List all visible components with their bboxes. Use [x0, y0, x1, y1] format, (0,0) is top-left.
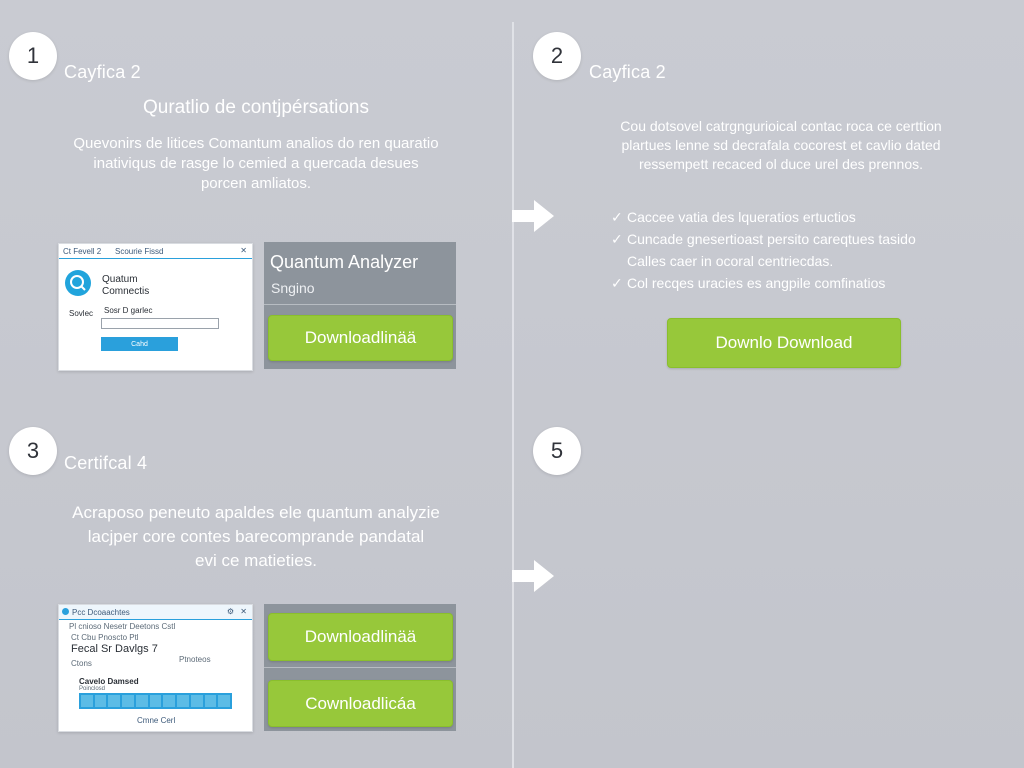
- step-3-paragraph-line: evi ce matieties.: [195, 551, 317, 570]
- gear-icon[interactable]: ⚙: [226, 607, 234, 616]
- step-2-paragraph-line: ressempett recaced ol duce urel des prennos.: [638, 156, 924, 172]
- download-button[interactable]: Downlo Download: [667, 318, 901, 368]
- window-title: Ct Fevell 2: [63, 247, 102, 256]
- checklist-item: [611, 206, 1001, 228]
- app-icon: [62, 608, 69, 615]
- step-1-paragraph-line: Quevonirs de litices Comantum analios do ren quaratio: [73, 135, 439, 152]
- step-2-paragraph-line: plartues lenne sd decrafala cocorest et cavlio dated: [621, 137, 941, 153]
- field-label: Sosr D garlec: [104, 306, 153, 315]
- column-divider: [512, 22, 514, 768]
- search-icon: [65, 270, 91, 296]
- checklist-text: Col recqes uracies es angpile comfinatios: [627, 275, 886, 291]
- step-1-app-window[interactable]: [58, 243, 253, 371]
- check-icon: ✓: [611, 231, 623, 247]
- close-icon[interactable]: ✕: [240, 607, 247, 616]
- step-3-paragraph: [36, 501, 476, 573]
- panel-divider: [264, 304, 456, 305]
- panel-divider: [264, 667, 456, 668]
- step-1-paragraph: [36, 134, 476, 194]
- step-1-paragraph-line: inativiqus de rasge lo cemied a quercada desues: [93, 155, 419, 172]
- arrow-right-icon: [512, 196, 556, 236]
- close-icon[interactable]: ✕: [240, 246, 247, 255]
- download-button-secondary[interactable]: Cownloadlicáa: [268, 680, 453, 727]
- step-3-badge: 3: [9, 427, 57, 475]
- product-title: Quantum Analyzer: [270, 252, 419, 272]
- window-line: Ct Cbu Pnoscto Ptl: [71, 633, 139, 642]
- check-icon: ✓: [611, 275, 623, 291]
- step-1-paragraph-line: porcen amliatos.: [200, 175, 312, 192]
- step-3-paragraph-line: lacjper core contes barecomprande pandatal: [87, 527, 425, 546]
- checklist-item: [611, 272, 1001, 294]
- feature-checklist: [611, 206, 1001, 294]
- step-1-badge: 1: [9, 32, 57, 80]
- arrow-right-icon: [512, 556, 556, 596]
- step-3-title: Certifcal 4: [64, 453, 148, 473]
- checklist-text: Cuncade gnesertioast persito careqtues tasido: [627, 231, 916, 247]
- window-line: Pl cnioso Nesetr Deetons Cstl: [69, 622, 176, 631]
- checklist-text: Calles caer in ocoral centriecdas.: [627, 253, 834, 269]
- step-3-paragraph-line: Acraposo peneuto apaldes ele quantum analyzie: [72, 503, 440, 522]
- progress-bar: [79, 693, 232, 709]
- step-1-heading: Quratlio de contjpérsations: [142, 97, 369, 118]
- window-line: Ctons: [71, 659, 92, 668]
- window-heading-right: Ptnoteos: [179, 655, 211, 664]
- step-5-badge: 5: [533, 427, 581, 475]
- progress-sublabel: Poinclosd: [79, 686, 106, 692]
- window-heading: Fecal Sr Davlgs 7: [71, 643, 158, 655]
- download-button[interactable]: Downloadlinää: [268, 315, 453, 361]
- app-name-line-2: Comnectis: [102, 286, 150, 297]
- progress-label: Cavelo Damsed: [79, 677, 139, 686]
- product-subtitle: Sngino: [271, 280, 315, 296]
- download-button[interactable]: Downloadlinää: [268, 613, 453, 661]
- checklist-text: Caccee vatia des lqueratios ertuctios: [627, 209, 856, 225]
- side-label: Sovlec: [69, 309, 94, 318]
- text-input[interactable]: [101, 318, 219, 329]
- action-button[interactable]: Cahd: [101, 337, 178, 351]
- check-icon: ✓: [611, 209, 623, 225]
- step-2-paragraph-line: Cou dotsovel catrgngurioical contac roca ce certtion: [620, 118, 942, 134]
- step-2-title: Cayfica 2: [589, 62, 666, 82]
- step-3-app-window[interactable]: [58, 604, 253, 732]
- checklist-item: [611, 228, 1001, 250]
- cancel-link[interactable]: Cmne Cerl: [137, 716, 176, 725]
- window-title-right: Scourie Fissd: [115, 247, 164, 256]
- step-2-badge: 2: [533, 32, 581, 80]
- step-2-paragraph: [566, 117, 996, 174]
- window-title: Pcc Dcoaachtes: [72, 608, 130, 617]
- checklist-item: [611, 250, 1001, 272]
- step-1-title: Cayfica 2: [64, 62, 141, 82]
- app-name-line-1: Quatum: [102, 274, 138, 285]
